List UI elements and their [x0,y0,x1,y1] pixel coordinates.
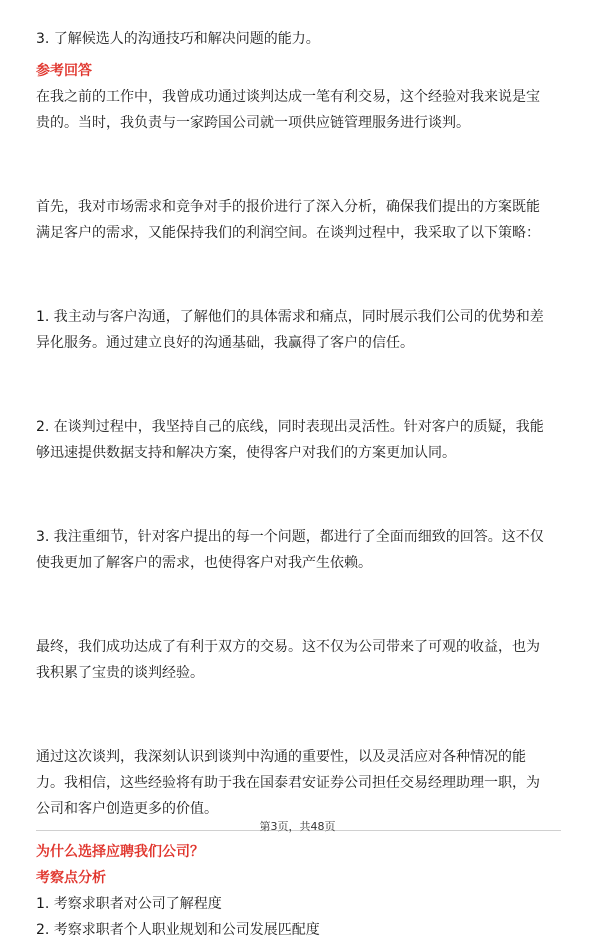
paragraph-gap [36,152,561,178]
answer-line: 首先，我对市场需求和竞争对手的报价进行了深入分析，确保我们提出的方案既能 [36,199,540,215]
answer-line: 1. 我主动与客户沟通，了解他们的具体需求和痛点，同时展示我们公司的优势和差 [36,309,544,325]
answer-line: 最终，我们成功达成了有利于双方的交易。这不仅为公司带来了可观的收益，也为 [36,639,540,655]
answer-line: 异化服务。通过建立良好的沟通基础，我赢得了客户的信任。 [36,335,414,351]
paragraph-gap [36,482,561,508]
paragraph-gap [36,702,561,728]
top-point: 3. 了解候选人的沟通技巧和解决问题的能力。 [36,31,320,47]
answer-line: 力。我相信，这些经验将有助于我在国泰君安证券公司担任交易经理助理一职，为 [36,775,540,791]
analysis-list [36,891,561,943]
answer-line: 使我更加了解客户的需求，也使得客户对我产生依赖。 [36,555,372,571]
answer-heading: 参考回答 [36,63,92,79]
answer-line: 贵的。当时，我负责与一家跨国公司就一项供应链管理服务进行谈判。 [36,115,470,131]
answer-line: 在我之前的工作中，我曾成功通过谈判达成一笔有利交易，这个经验对我来说是宝 [36,89,540,105]
analysis-heading: 考察点分析 [36,870,106,886]
page-content [36,26,561,943]
paragraph-gap [36,372,561,398]
answer-line: 满足客户的需求，又能保持我们的利润空间。在谈判过程中，我采取了以下策略： [36,225,540,241]
answer-line: 3. 我注重细节，针对客户提出的每一个问题，都进行了全面而细致的回答。这不仅 [36,529,544,545]
page-footer: 第3页，共48页 [259,820,336,833]
paragraph-gap [36,262,561,288]
answer-line: 通过这次谈判，我深刻认识到谈判中沟通的重要性，以及灵活应对各种情况的能 [36,749,526,765]
question-heading: 为什么选择应聘我们公司？ [36,844,204,860]
answer-body [36,84,561,822]
answer-line: 够迅速提供数据支持和解决方案，使得客户对我们的方案更加认同。 [36,445,456,461]
answer-line: 2. 在谈判过程中，我坚持自己的底线，同时表现出灵活性。针对客户的质疑，我能 [36,419,544,435]
analysis-point: 2. 考察求职者个人职业规划和公司发展匹配度 [36,922,320,938]
answer-line: 我积累了宝贵的谈判经验。 [36,665,204,681]
paragraph-gap [36,592,561,618]
answer-line: 公司和客户创造更多的价值。 [36,801,218,817]
analysis-point: 1. 考察求职者对公司了解程度 [36,896,222,912]
